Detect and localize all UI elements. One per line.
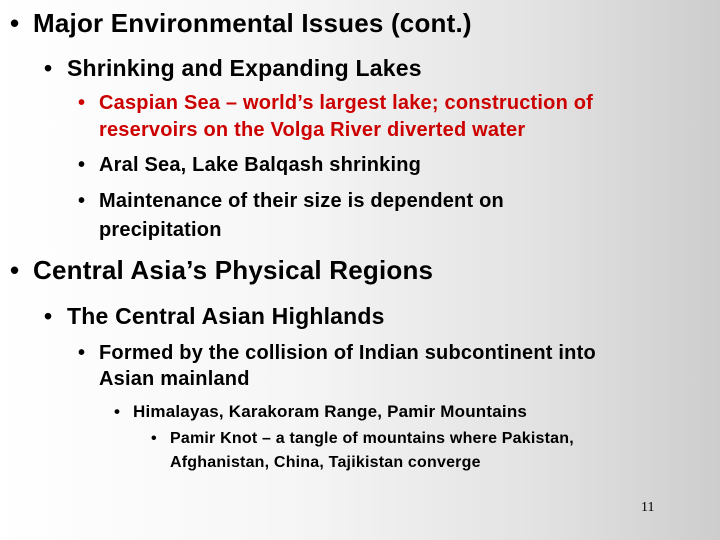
page-number: 11 bbox=[641, 500, 655, 515]
pamir-knot-line1: Pamir Knot – a tangle of mountains where Pakistan, bbox=[170, 430, 574, 447]
subheading-highlands: The Central Asian Highlands bbox=[67, 303, 385, 329]
bullet-marker: • bbox=[78, 190, 86, 212]
bullet-marker: • bbox=[114, 402, 120, 421]
heading-physical-regions: Central Asia’s Physical Regions bbox=[33, 255, 434, 285]
subheading-lakes: Shrinking and Expanding Lakes bbox=[67, 55, 422, 81]
aral-sea-item: Aral Sea, Lake Balqash shrinking bbox=[99, 154, 422, 176]
caspian-sea-line2: reservoirs on the Volga River diverted water bbox=[99, 119, 526, 141]
bullet-marker: • bbox=[44, 55, 53, 81]
bullet-marker: • bbox=[78, 154, 86, 176]
mountain-ranges-item: Himalayas, Karakoram Range, Pamir Mountains bbox=[133, 402, 528, 421]
bullet-marker: • bbox=[151, 430, 157, 447]
heading-environmental-issues: Major Environmental Issues (cont.) bbox=[33, 8, 472, 38]
collision-line1: Formed by the collision of Indian subcontinent into bbox=[99, 342, 596, 364]
bullet-marker: • bbox=[78, 342, 86, 364]
maintenance-line1: Maintenance of their size is dependent on bbox=[99, 190, 504, 212]
collision-line2: Asian mainland bbox=[99, 368, 250, 390]
caspian-sea-line1: Caspian Sea – world’s largest lake; construction of bbox=[99, 92, 594, 114]
pamir-knot-line2: Afghanistan, China, Tajikistan converge bbox=[170, 454, 481, 471]
bullet-marker: • bbox=[10, 8, 20, 38]
bullet-marker: • bbox=[10, 255, 20, 285]
bullet-marker: • bbox=[44, 303, 53, 329]
maintenance-line2: precipitation bbox=[99, 219, 222, 241]
bullet-marker: • bbox=[78, 92, 86, 114]
